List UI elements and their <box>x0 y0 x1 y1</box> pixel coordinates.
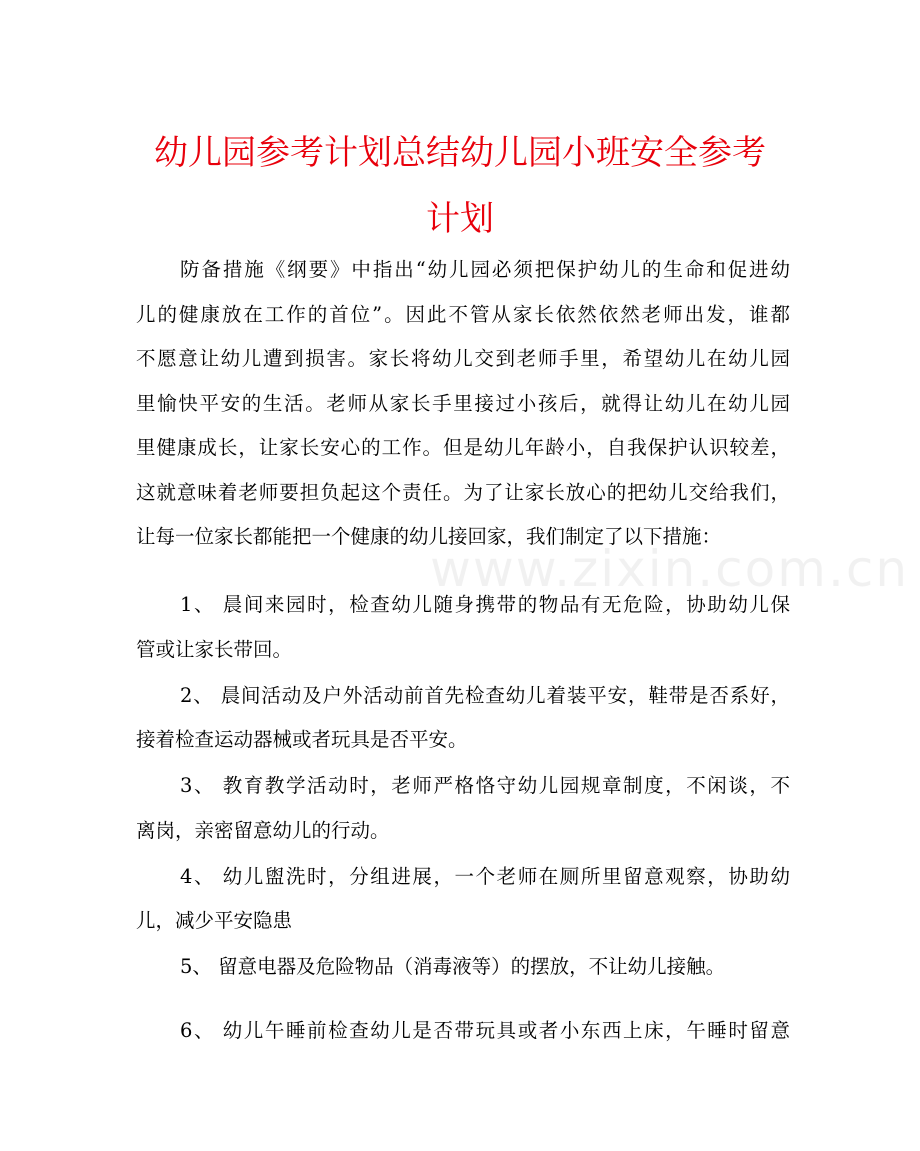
list-item-line: 儿，减少平安隐患 <box>136 909 293 932</box>
document-title-line-2: 计划 <box>426 199 494 239</box>
intro-line: 让每一位家长都能把一个健康的幼儿接回家，我们制定了以下措施： <box>136 525 722 548</box>
watermark-text: www.zixin.com.cn <box>430 540 910 598</box>
list-item-line: 接着检查运动器械或者玩具是否平安。 <box>136 728 468 751</box>
document-title-line-1: 幼儿园参考计划总结幼儿园小班安全参考 <box>154 133 766 173</box>
intro-line: 里健康成长，让家长安心的工作。但是幼儿年龄小，自我保护认识较差， <box>136 436 790 459</box>
list-item-line: 离岗，亲密留意幼儿的行动。 <box>136 819 390 842</box>
intro-line: 不愿意让幼儿遭到损害。家长将幼儿交到老师手里，希望幼儿在幼儿园 <box>136 347 790 370</box>
list-item-line: 3、 教育教学活动时，老师严格恪守幼儿园规章制度，不闲谈，不 <box>180 774 790 797</box>
list-item-line: 管或让家长带回。 <box>136 638 293 661</box>
intro-line: 防备措施《纲要》中指出“幼儿园必须把保护幼儿的生命和促进幼 <box>180 258 790 281</box>
list-item-line: 6、 幼儿午睡前检查幼儿是否带玩具或者小东西上床，午睡时留意 <box>180 1019 790 1042</box>
intro-line: 这就意味着老师要担负起这个责任。为了让家长放心的把幼儿交给我们， <box>136 481 790 504</box>
list-item-line: 5、 留意电器及危险物品（消毒液等）的摆放，不让幼儿接触。 <box>180 955 726 978</box>
list-item-line: 4、 幼儿盥洗时，分组进展，一个老师在厕所里留意观察，协助幼 <box>180 865 790 888</box>
list-item-line: 2、 晨间活动及户外活动前首先检查幼儿着装平安，鞋带是否系好， <box>180 684 790 707</box>
intro-line: 里愉快平安的生活。老师从家长手里接过小孩后，就得让幼儿在幼儿园 <box>136 392 790 415</box>
intro-line: 儿的健康放在工作的首位”。因此不管从家长依然依然老师出发，谁都 <box>136 303 790 326</box>
list-item-line: 1、 晨间来园时，检查幼儿随身携带的物品有无危险，协助幼儿保 <box>180 593 790 616</box>
